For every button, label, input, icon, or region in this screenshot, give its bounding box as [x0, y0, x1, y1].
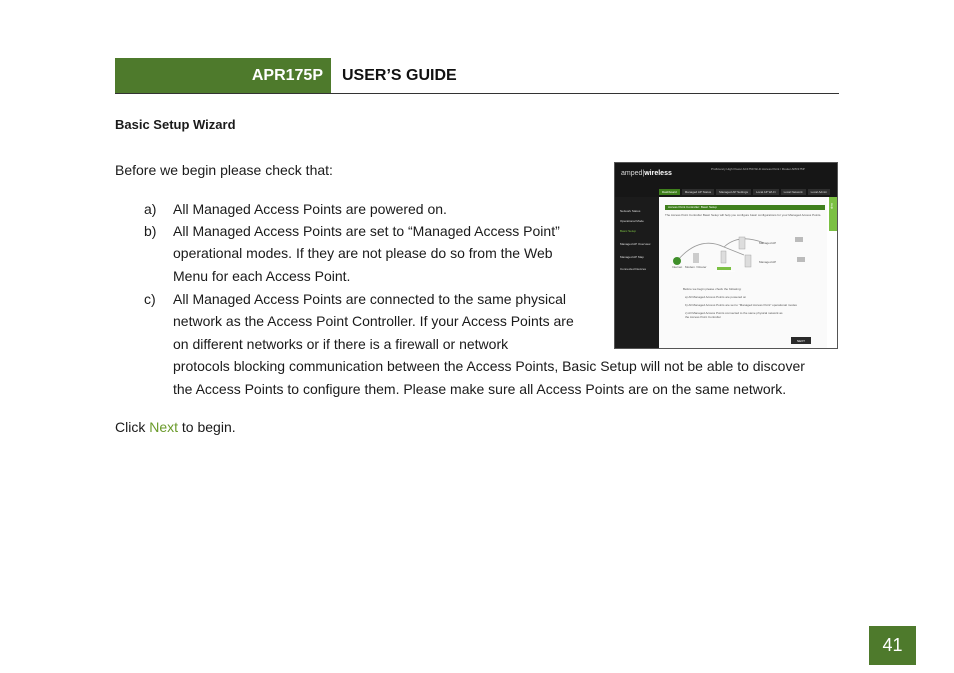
header-title: USER’S GUIDE	[342, 66, 457, 84]
tab-managed-ap-settings[interactable]: Managed AP Settings	[716, 189, 751, 195]
item-b-line: All Managed Access Points are set to “Managed Access Point”	[173, 223, 560, 239]
sidebar-item-ap-map[interactable]: Managed AP Map	[620, 255, 644, 259]
ap-label: Managed AP	[759, 241, 777, 245]
click-after: to begin.	[178, 419, 236, 435]
setup-description: The Access Point Controller Basic Setup will help you configure basic configurations for your Managed Access Points.	[665, 213, 822, 217]
section-title: Basic Setup Wizard	[115, 117, 236, 132]
next-button[interactable]: NEXT	[791, 337, 811, 344]
check-item: c) All Managed Access Points connected to the same physical network as the Access Point Controller	[685, 311, 783, 319]
click-before: Click	[115, 419, 150, 435]
sidebar-item-ap-overview[interactable]: Managed AP Overview	[620, 242, 651, 246]
item-b-marker: b)	[144, 223, 157, 239]
header-model: APR175P	[115, 58, 331, 93]
ap-controller-icon	[721, 251, 726, 263]
item-b-line: Menu for each Access Point.	[173, 268, 351, 284]
item-c-line: All Managed Access Points are connected to the same physical	[173, 291, 566, 307]
screenshot-tabs	[659, 189, 830, 195]
tab-local-network[interactable]: Local Network	[781, 189, 806, 195]
item-b-line: operational modes. If they are not please do so from the Web	[173, 245, 553, 261]
tab-local-ap-wifi[interactable]: Local AP Wi-Fi	[753, 189, 779, 195]
screenshot-main	[659, 197, 827, 349]
item-a-line: All Managed Access Points are powered on.	[173, 201, 447, 217]
managed-ap-icon	[739, 237, 745, 249]
click-instruction	[115, 419, 236, 435]
laptop-icon	[795, 237, 803, 242]
setup-screenshot	[614, 162, 838, 349]
brand-logo: amped|wireless	[621, 170, 672, 177]
check-item: b) All Managed Access Points are set to "Managed Access Point" operational modes	[685, 303, 797, 307]
internet-globe-icon	[673, 257, 681, 265]
item-c-marker: c)	[144, 291, 156, 307]
check-item: a) All Managed Access Points are powered on	[685, 295, 747, 299]
internet-label: Internet	[672, 265, 683, 269]
page-number: 41	[869, 626, 916, 665]
check-title: Before we begin please check the following:	[683, 287, 742, 291]
sidebar-item-network-status[interactable]: Network Status	[620, 209, 641, 213]
screenshot-header	[615, 163, 837, 197]
help-tab[interactable]: Help	[829, 197, 837, 231]
controller-label: AP Controller	[717, 269, 735, 273]
tab-dashboard[interactable]: Dashboard	[659, 189, 680, 195]
item-a-marker: a)	[144, 201, 157, 217]
item-c-line: on different networks or if there is a firewall or network	[173, 336, 509, 352]
product-text: Proficiency High Power AC1750 Wi-Fi Access Point / Router APR175P	[711, 167, 805, 171]
next-link[interactable]: Next	[149, 419, 179, 435]
item-c-line: network as the Access Point Controller. If your Access Points are	[173, 313, 574, 329]
section-bar: Access Point Controller: Basic Setup	[665, 205, 825, 210]
ap-label: Managed AP	[759, 260, 777, 264]
item-c-line: protocols blocking communication between the Access Points, Basic Setup will not be able to discover	[173, 358, 805, 374]
router-label: Modem / Router	[685, 265, 707, 269]
tab-managed-ap-status[interactable]: Managed AP Status	[682, 189, 714, 195]
sidebar-item-basic-setup[interactable]: Basic Setup	[620, 229, 637, 233]
sidebar-item-connected-devices[interactable]: Connected Devices	[620, 267, 647, 271]
screenshot-sidebar	[615, 197, 659, 349]
router-icon	[693, 253, 699, 263]
header-rule	[115, 93, 839, 94]
tab-local-admin[interactable]: Local Admin	[808, 189, 830, 195]
managed-ap-icon	[745, 255, 751, 267]
intro-text: Before we begin please check that:	[115, 162, 333, 178]
laptop-icon	[797, 257, 805, 262]
item-c-line: the Access Points to configure them. Please make sure all Access Points are on the same network.	[173, 381, 787, 397]
sidebar-item-operational-mode[interactable]: Operational Mode	[620, 219, 644, 223]
